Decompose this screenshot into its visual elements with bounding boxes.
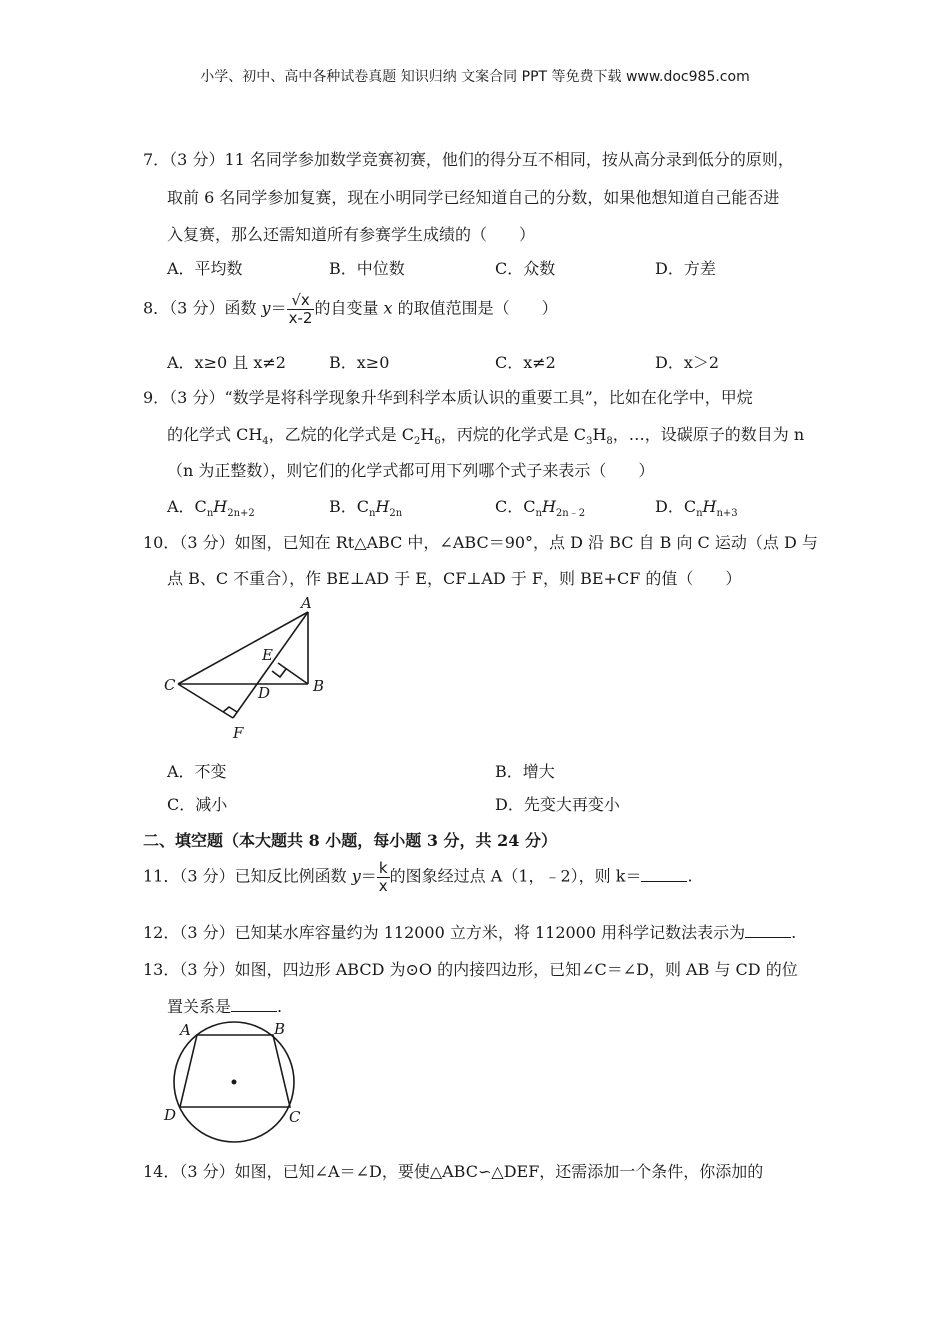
q9-option-c[interactable] bbox=[495, 494, 585, 519]
q11-denominator: x bbox=[378, 876, 388, 895]
q9-l2-b-mid: H bbox=[420, 425, 435, 444]
label-c: C bbox=[164, 676, 176, 694]
q13-line2-text: 置关系是 bbox=[167, 997, 232, 1016]
q12-answer-blank[interactable] bbox=[745, 923, 791, 938]
q8-eq: ＝ bbox=[270, 298, 287, 318]
label-d: D bbox=[258, 684, 271, 702]
q9-b-n: n bbox=[369, 508, 376, 520]
q7-option-b[interactable]: B．中位数 bbox=[329, 259, 405, 278]
q9-l2-c-sub2: 8 bbox=[606, 436, 613, 448]
q13-line1: 13．（3 分）如图，四边形 ABCD 为⊙O 的内接四边形，已知∠C＝∠D，则 AB 与 CD 的位 bbox=[143, 960, 798, 979]
q9-l2-a-sub: 4 bbox=[262, 436, 269, 448]
q8-option-a[interactable]: A．x≥0 且 x≠2 bbox=[167, 353, 286, 372]
q10-option-b[interactable]: B．增大 bbox=[495, 762, 555, 781]
q8-option-c[interactable]: C．x≠2 bbox=[495, 353, 556, 372]
q13-line2 bbox=[167, 994, 282, 1017]
q8-numerator: √x bbox=[287, 292, 315, 310]
q8-stem bbox=[143, 292, 558, 326]
q11-suffix: 的图象经过点 A（1，﹣2），则 k＝ bbox=[389, 866, 642, 886]
q9-c-n: n bbox=[535, 508, 542, 520]
q9-l2-b-sub1: 2 bbox=[414, 436, 421, 448]
q7-line3: 入复赛，那么还需知道所有参赛学生成绩的（ ） bbox=[167, 225, 536, 244]
center-o-dot bbox=[232, 1080, 237, 1085]
q10-line1: 10．（3 分）如图，已知在 Rt△ABC 中，∠ABC＝90°，点 D 沿 BC 自 B 向 C 运动（点 D 与 bbox=[143, 533, 818, 552]
q7-line2: 取前 6 名同学参加复赛，现在小明同学已经知道自己的分数，如果他想知道自己能否进 bbox=[167, 188, 780, 207]
segment-af bbox=[233, 612, 308, 718]
q9-c-label: C．C bbox=[495, 497, 536, 516]
q10-option-d[interactable]: D．先变大再变小 bbox=[495, 795, 620, 814]
q9-a-h: H bbox=[213, 497, 228, 516]
q11-answer-blank[interactable] bbox=[641, 867, 687, 882]
q10-option-c[interactable]: C．减小 bbox=[167, 795, 228, 814]
q14-line1: 14．（3 分）如图，已知∠A＝∠D，要使△ABC∽△DEF，还需添加一个条件，你添加的 bbox=[143, 1162, 764, 1181]
q9-d-label: D．C bbox=[655, 497, 697, 516]
q11-stem bbox=[143, 860, 693, 894]
quadrilateral-abcd bbox=[180, 1035, 290, 1107]
q9-option-b[interactable] bbox=[329, 494, 402, 519]
q8-suffix2: 的取值范围是（ ） bbox=[392, 298, 558, 318]
segment-ca bbox=[178, 612, 308, 684]
q9-l2-d: ，…，设碳原子的数目为 n bbox=[612, 425, 805, 444]
page-header: 小学、初中、高中各种试卷真题 知识归纳 文案合同 PPT 等免费下载 www.doc985.com bbox=[200, 69, 750, 85]
label-c: C bbox=[289, 1108, 301, 1126]
q8-suffix1: 的自变量 bbox=[314, 298, 384, 318]
q9-b-h: H bbox=[375, 497, 390, 516]
q9-a-n: n bbox=[206, 508, 214, 520]
q9-line3: （n 为正整数），则它们的化学式都可用下列哪个式子来表示（ ） bbox=[167, 461, 655, 480]
q9-l2-c: ，丙烷的化学式是 C bbox=[440, 425, 587, 444]
q9-line1: 9．（3 分）“数学是将科学现象升华到科学本质认识的重要工具”，比如在化学中，甲烷 bbox=[143, 388, 753, 407]
section2-title: 二、填空题（本大题共 8 小题，每小题 3 分，共 24 分） bbox=[143, 831, 557, 850]
q13-figure bbox=[160, 1018, 310, 1150]
right-angle-f bbox=[223, 707, 237, 712]
q9-l2-b: ，乙烷的化学式是 C bbox=[268, 425, 415, 444]
q9-d-n: n bbox=[696, 508, 703, 520]
q7-option-c[interactable]: C．众数 bbox=[495, 259, 556, 278]
q11-end: . bbox=[687, 866, 693, 886]
right-angle-e bbox=[272, 669, 286, 677]
q12-end: . bbox=[791, 923, 797, 942]
q12-text: 12．（3 分）已知某水库容量约为 112000 立方米，将 112000 用科学记数法表示为 bbox=[143, 923, 746, 942]
q9-l2-b-sub2: 6 bbox=[434, 436, 441, 448]
q10-option-a[interactable]: A．不变 bbox=[167, 762, 227, 781]
label-a: A bbox=[180, 1021, 191, 1039]
q9-l2-c-mid: H bbox=[592, 425, 607, 444]
q9-a-label: A．C bbox=[167, 497, 207, 516]
q10-line2: 点 B、C 不重合），作 BE⊥AD 于 E，CF⊥AD 于 F，则 BE+CF 的值（ ） bbox=[167, 569, 742, 588]
q9-c-sub: 2n﹣2 bbox=[555, 508, 586, 520]
label-b: B bbox=[274, 1020, 286, 1038]
q9-d-sub: n+3 bbox=[716, 508, 738, 520]
q11-y: y bbox=[351, 866, 361, 886]
q9-l2-a: 的化学式 CH bbox=[167, 425, 263, 444]
label-a: A bbox=[301, 594, 312, 612]
q9-b-sub: 2n bbox=[389, 508, 403, 520]
label-d: D bbox=[164, 1106, 177, 1124]
q13-answer-blank[interactable] bbox=[231, 997, 277, 1012]
segment-cf bbox=[178, 684, 233, 718]
q8-option-b[interactable]: B．x≥0 bbox=[329, 353, 390, 372]
q8-fraction bbox=[287, 292, 315, 326]
q12-stem bbox=[143, 920, 796, 943]
q8-y: y bbox=[261, 298, 271, 318]
q9-option-a[interactable] bbox=[167, 494, 255, 519]
q9-a-sub: 2n+2 bbox=[227, 508, 255, 520]
q11-fraction bbox=[377, 860, 390, 894]
q8-denominator: x-2 bbox=[288, 308, 313, 327]
q7-line1: 7．（3 分）11 名同学参加数学竞赛初赛，他们的得分互不相同，按从高分录到低分的原则， bbox=[143, 150, 794, 169]
q8-option-d[interactable]: D．x＞2 bbox=[655, 353, 720, 372]
q13-end: . bbox=[277, 997, 283, 1016]
q8-prefix: 8．（3 分）函数 bbox=[143, 298, 262, 318]
q9-c-h: H bbox=[541, 497, 556, 516]
q9-line2 bbox=[167, 422, 804, 447]
q9-b-label: B．C bbox=[329, 497, 370, 516]
q9-option-d[interactable] bbox=[655, 494, 738, 519]
q10-figure bbox=[150, 590, 340, 745]
q9-d-h: H bbox=[702, 497, 717, 516]
q8-x: x bbox=[383, 298, 393, 318]
label-f: F bbox=[233, 724, 244, 742]
q11-numerator: k bbox=[377, 860, 390, 878]
label-e: E bbox=[262, 646, 273, 664]
q7-option-a[interactable]: A．平均数 bbox=[167, 259, 243, 278]
q11-prefix: 11．（3 分）已知反比例函数 bbox=[143, 866, 352, 886]
q7-option-d[interactable]: D．方差 bbox=[655, 259, 716, 278]
q11-eq: ＝ bbox=[360, 866, 377, 886]
q9-l2-c-sub1: 3 bbox=[586, 436, 593, 448]
label-b: B bbox=[313, 677, 325, 695]
